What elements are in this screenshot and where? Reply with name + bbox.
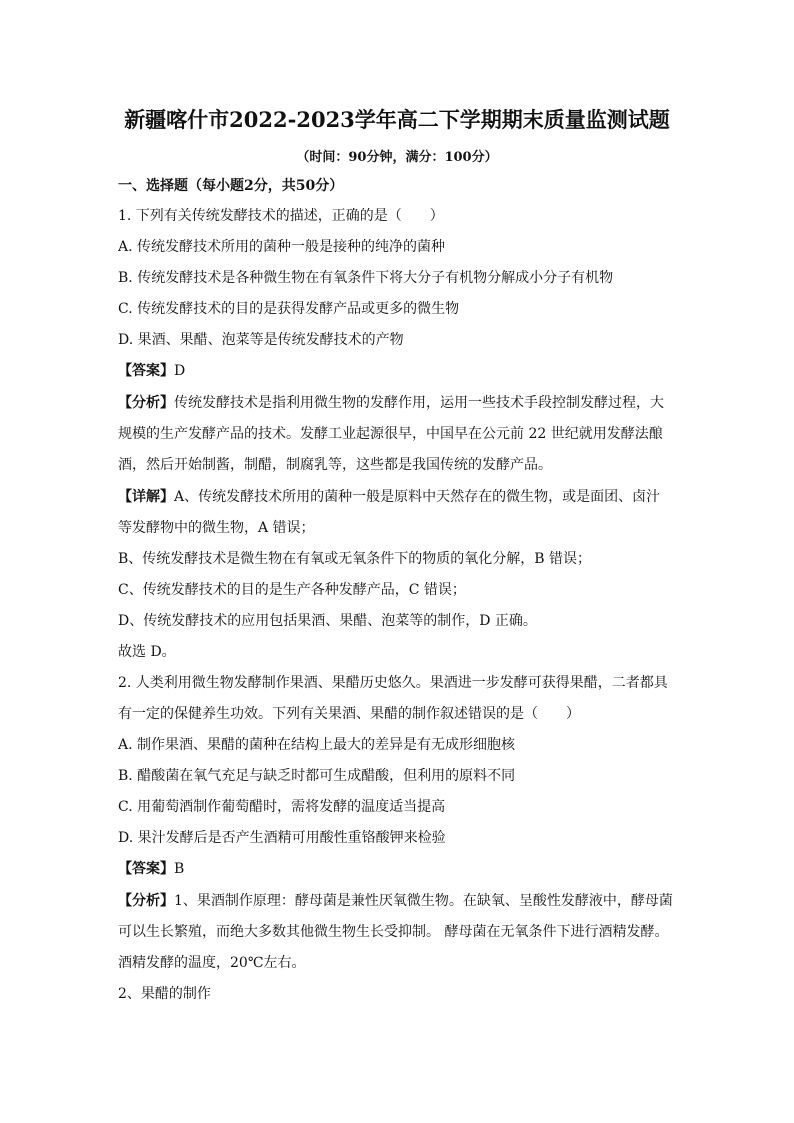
question-1-analysis-line: 规模的生产发酵产品的技术。发酵工业起源很早，中国早在公元前 22 世纪就用发酵法酿 <box>118 426 663 442</box>
question-2-analysis-line <box>118 891 678 911</box>
question-1-option-d: D. 果酒、果醋、泡菜等是传统发酵技术的产物 <box>118 332 404 348</box>
question-2-option-b: B. 醋酸菌在氧气充足与缺乏时都可生成醋酸，但利用的原料不同 <box>118 768 516 784</box>
exam-info: （时间：90分钟，满分：100分） <box>296 150 498 165</box>
question-2-stem: 2. 人类利用微生物发酵制作果酒、果醋历史悠久。果酒进一步发酵可获得果醋，二者都具 <box>118 675 668 691</box>
question-2-option-a: A. 制作果酒、果醋的菌种在结构上最大的差异是有无成形细胞核 <box>118 737 516 753</box>
question-2-option-d: D. 果汁发酵后是否产生酒精可用酸性重铬酸钾来检验 <box>118 830 446 846</box>
question-1-detail-line: 等发酵物中的微生物，A 错误； <box>118 520 315 536</box>
question-1-stem: 1. 下列有关传统发酵技术的描述，正确的是（ ） <box>118 208 444 224</box>
question-1-detail-line: C、传统发酵技术的目的是生产各种发酵产品，C 错误； <box>118 582 466 598</box>
question-1-analysis-line: 酒，然后开始制酱，制醋，制腐乳等，这些都是我国传统的发酵产品。 <box>118 457 552 473</box>
detail-text: A、传统发酵技术所用的菌种一般是原料中天然存在的微生物，或是面团、卤汁 <box>174 489 661 505</box>
question-2-option-c: C. 用葡萄酒制作葡萄醋时，需将发酵的温度适当提高 <box>118 799 446 815</box>
question-1-analysis-line <box>118 393 678 413</box>
question-1-detail-line: B、传统发酵技术是微生物在有氧或无氧条件下的物质的氧化分解，B 错误； <box>118 551 592 567</box>
analysis-text: 传统发酵技术是指利用微生物的发酵作用，运用一些技术手段控制发酵过程，大 <box>174 395 664 411</box>
question-2-analysis-line: 可以生长繁殖，而绝大多数其他微生物生长受抑制。 酵母菌在无氧条件下进行酒精发酵。 <box>118 924 669 940</box>
question-2-answer <box>118 859 678 879</box>
question-1-option-b: B. 传统发酵技术是各种微生物在有氧条件下将大分子有机物分解成小分子有机物 <box>118 270 614 286</box>
answer-tag: 【答案】 <box>118 861 174 877</box>
question-1-option-c: C. 传统发酵技术的目的是获得发酵产品或更多的微生物 <box>118 301 460 317</box>
analysis-text: 1、果酒制作原理：酵母菌是兼性厌氧微生物。在缺氧、呈酸性发酵液中，酵母菌 <box>174 893 673 909</box>
answer-tag: 【答案】 <box>118 363 174 379</box>
question-1-option-a: A. 传统发酵技术所用的菌种一般是接种的纯净的菌种 <box>118 239 446 255</box>
answer-value: D <box>174 363 186 379</box>
analysis-tag: 【分析】 <box>118 893 174 909</box>
answer-value: B <box>174 861 185 877</box>
question-2-analysis-line: 2、果醋的制作 <box>118 986 211 1002</box>
question-2-stem: 有一定的保健养生功效。下列有关果酒、果醋的制作叙述错误的是（ ） <box>118 706 580 722</box>
document-title: 新疆喀什市2022-2023学年高二下学期期末质量监测试题 <box>124 107 670 132</box>
analysis-tag: 【分析】 <box>118 395 174 411</box>
question-2-analysis-line: 酒精发酵的温度，20℃左右。 <box>118 955 306 971</box>
detail-tag: 【详解】 <box>118 489 174 505</box>
question-1-detail-line <box>118 487 678 507</box>
question-1-detail-line: D、传统发酵技术的应用包括果酒、果醋、泡菜等的制作，D 正确。 <box>118 613 537 629</box>
question-1-conclusion: 故选 D。 <box>118 644 176 660</box>
section-heading: 一、选择题（每小题2分，共50分） <box>118 178 344 194</box>
question-1-answer <box>118 361 678 381</box>
